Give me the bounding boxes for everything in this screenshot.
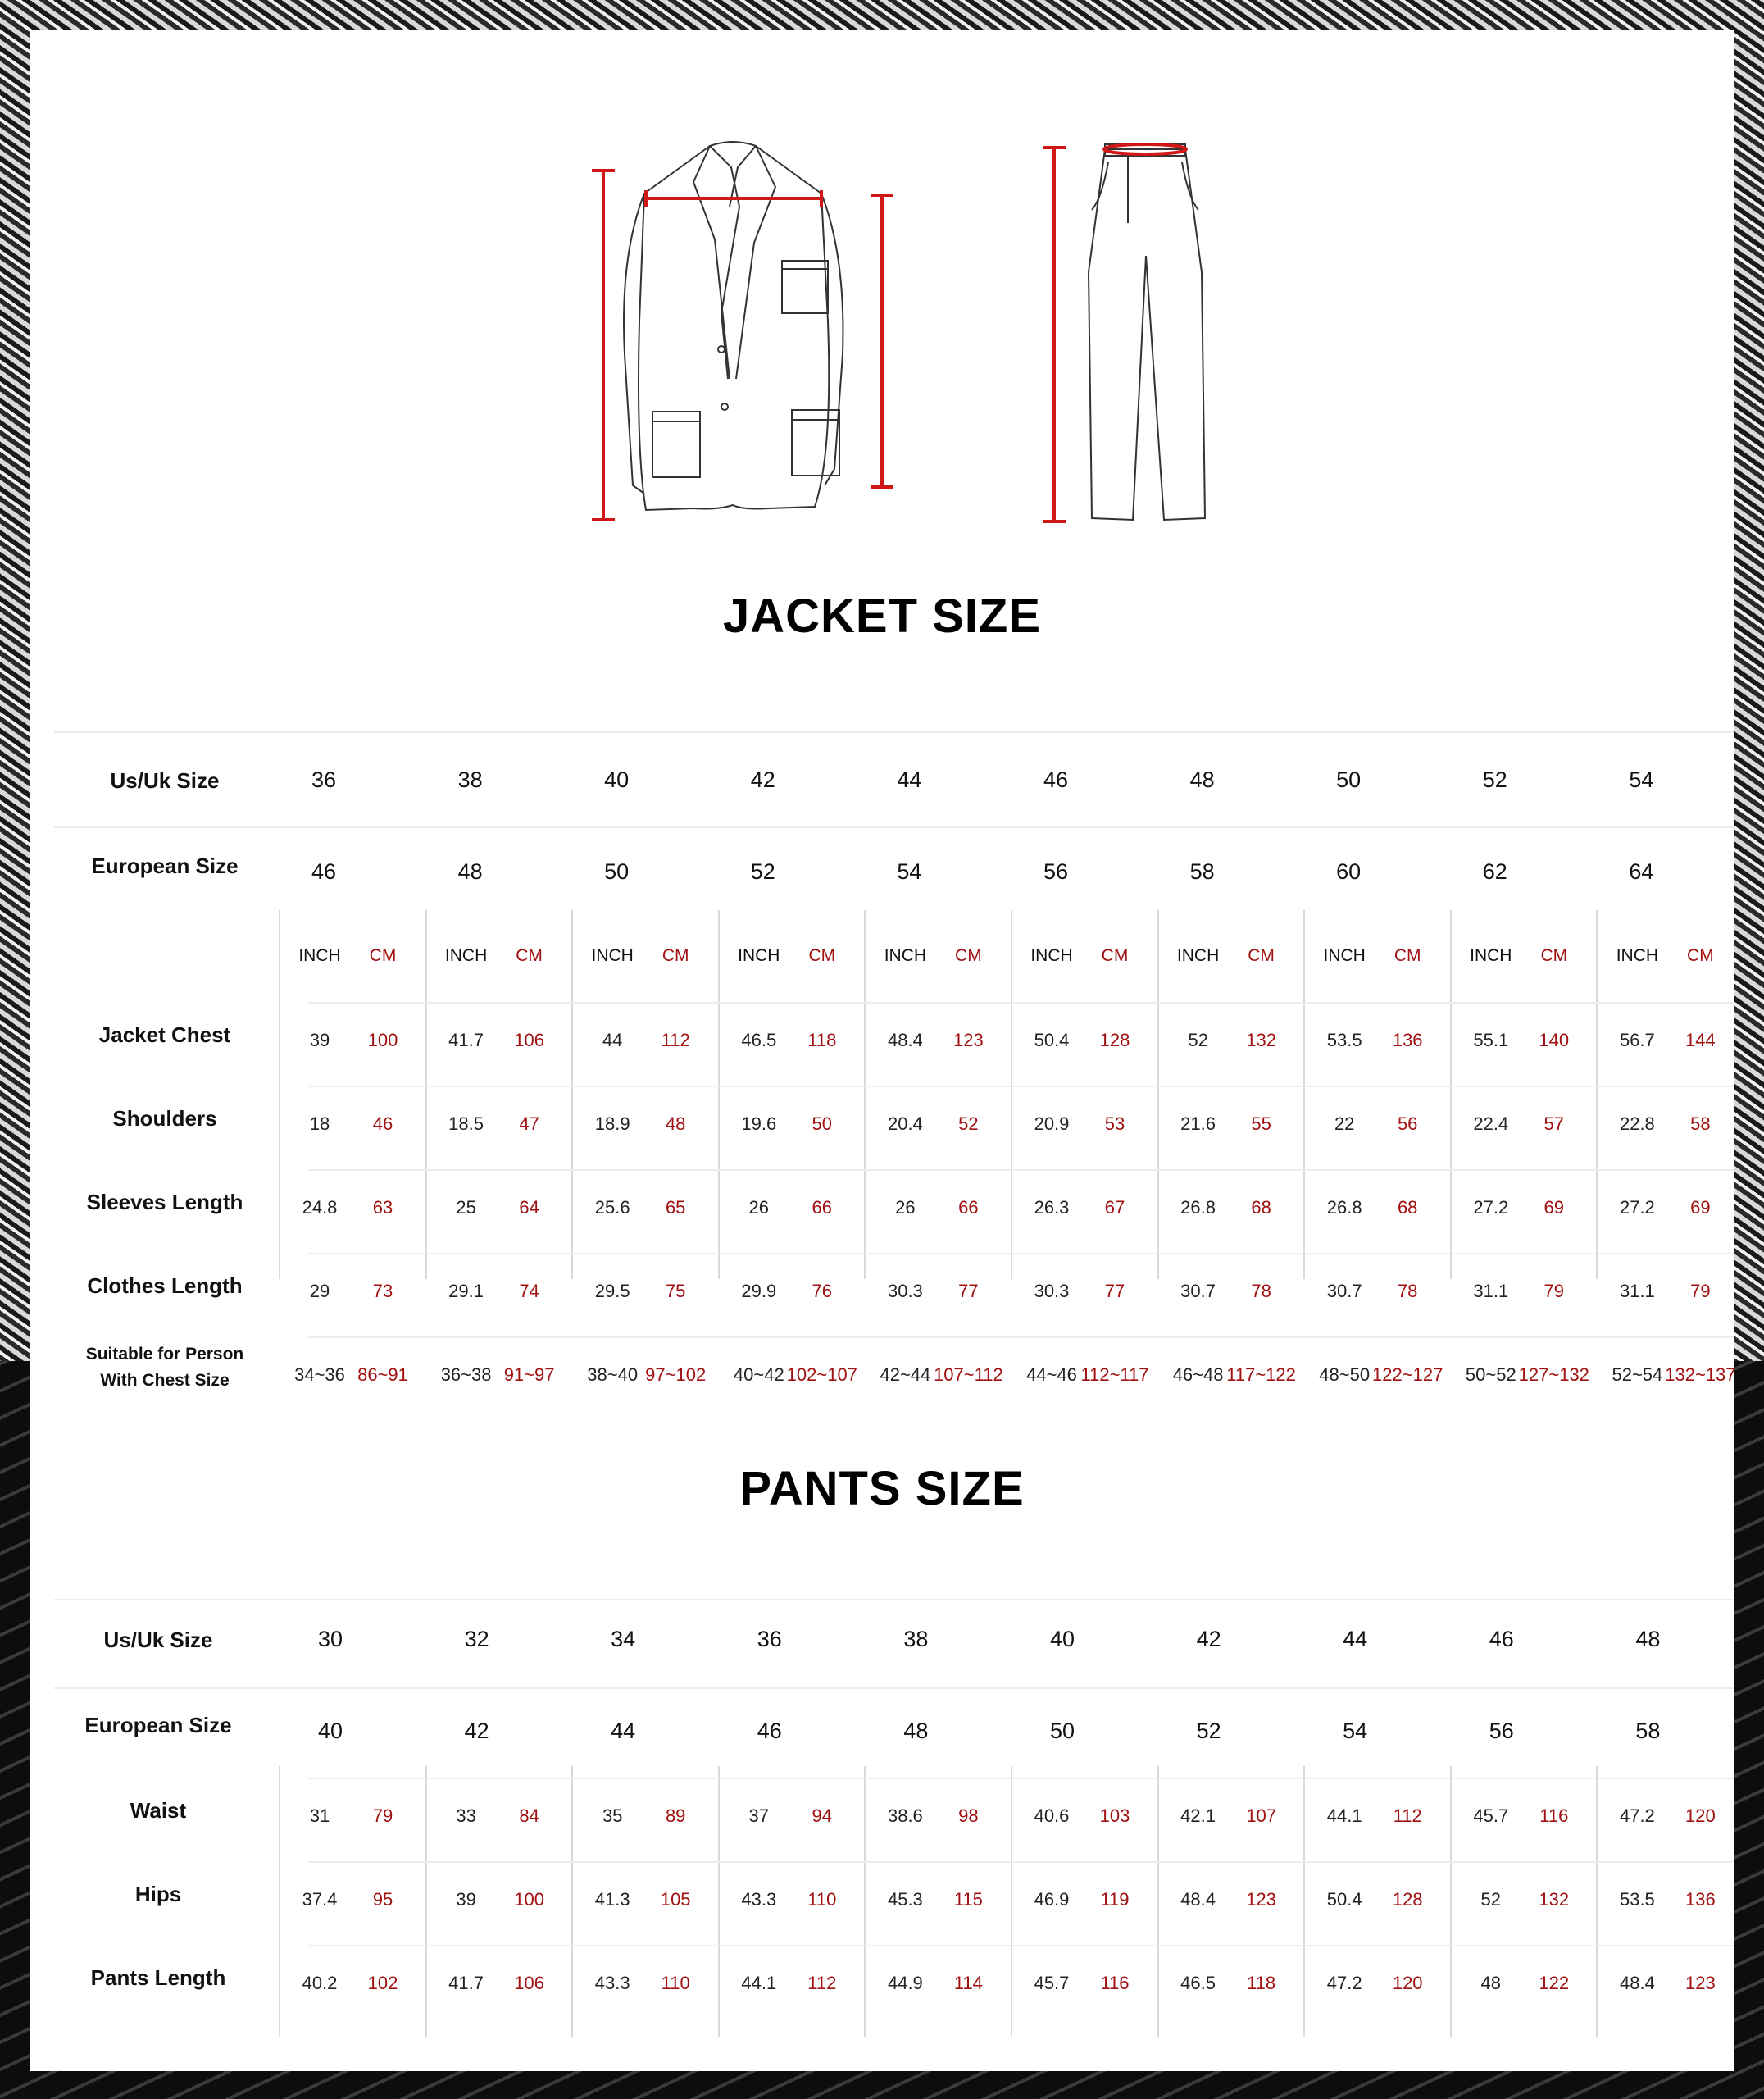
inch-value: 43.3 xyxy=(741,1889,777,1910)
column-divider xyxy=(864,1766,866,2037)
row-divider xyxy=(308,1336,1734,1338)
unit-cm-header: CM xyxy=(516,946,543,965)
unit-cm-header: CM xyxy=(1101,946,1129,965)
column-divider xyxy=(1303,910,1305,1279)
cm-value: 95 xyxy=(372,1889,393,1910)
cm-value: 73 xyxy=(372,1281,393,1301)
european-size-value: 56 xyxy=(1489,1719,1514,1743)
inch-value: 48~50 xyxy=(1319,1364,1371,1385)
row-label-line1: Suitable for Person xyxy=(85,1345,244,1364)
inch-value: 24.8 xyxy=(302,1197,338,1218)
unit-cm-header: CM xyxy=(1540,946,1568,965)
inch-value: 38.6 xyxy=(887,1805,923,1826)
european-size-value: 50 xyxy=(604,859,630,884)
inch-value: 55.1 xyxy=(1473,1030,1509,1050)
unit-inch-header: INCH xyxy=(1616,946,1659,965)
cm-value: 91~97 xyxy=(503,1364,555,1385)
unit-inch-header: INCH xyxy=(884,946,927,965)
unit-cm-header: CM xyxy=(369,946,397,965)
inch-value: 45.7 xyxy=(1034,1973,1070,1993)
size-chart-card xyxy=(30,30,1734,2071)
inch-value: 18.9 xyxy=(594,1113,630,1134)
table-divider xyxy=(54,1687,1734,1689)
cm-value: 102 xyxy=(367,1973,398,1993)
row-divider xyxy=(308,1086,1734,1087)
inch-value: 53.5 xyxy=(1326,1030,1362,1050)
cm-value: 114 xyxy=(953,1973,983,1993)
inch-value: 30.7 xyxy=(1180,1281,1216,1301)
inch-value: 22 xyxy=(1334,1113,1355,1134)
cm-value: 123 xyxy=(1685,1973,1716,1993)
cm-value: 123 xyxy=(953,1030,984,1050)
cm-value: 107 xyxy=(1246,1805,1276,1826)
cm-value: 128 xyxy=(1392,1889,1423,1910)
row-divider xyxy=(308,1861,1734,1863)
us-uk-size-value: 30 xyxy=(317,1627,343,1651)
cm-value: 118 xyxy=(807,1030,837,1050)
inch-value: 27.2 xyxy=(1473,1197,1509,1218)
column-divider xyxy=(425,1766,427,2037)
cm-value: 112~117 xyxy=(1080,1364,1149,1385)
european-size-value: 64 xyxy=(1629,859,1654,884)
us-uk-size-value: 40 xyxy=(604,767,630,792)
cm-value: 77 xyxy=(958,1281,979,1301)
garment-illustrations xyxy=(554,108,1292,551)
inch-value: 52~54 xyxy=(1612,1364,1663,1385)
us-uk-size-value: 50 xyxy=(1336,767,1362,792)
cm-value: 132 xyxy=(1246,1030,1276,1050)
us-uk-size-value: 38 xyxy=(457,767,483,792)
inch-value: 44.9 xyxy=(887,1973,923,1993)
column-divider xyxy=(1011,910,1012,1279)
cm-value: 120 xyxy=(1685,1805,1716,1826)
cm-value: 100 xyxy=(367,1030,398,1050)
inch-value: 50.4 xyxy=(1034,1030,1070,1050)
european-size-value: 60 xyxy=(1336,859,1362,884)
inch-value: 26.8 xyxy=(1326,1197,1362,1218)
inch-value: 25 xyxy=(456,1197,476,1218)
us-uk-size-value: 34 xyxy=(611,1627,636,1651)
inch-value: 48.4 xyxy=(1180,1889,1216,1910)
cm-value: 103 xyxy=(1099,1805,1130,1826)
cm-value: 79 xyxy=(372,1805,393,1826)
inch-value: 50.4 xyxy=(1326,1889,1362,1910)
cm-value: 86~91 xyxy=(357,1364,408,1385)
row-divider xyxy=(308,1945,1734,1946)
inch-value: 48.4 xyxy=(1619,1973,1655,1993)
cm-value: 63 xyxy=(372,1197,393,1218)
column-divider xyxy=(1303,1766,1305,2037)
inch-value: 27.2 xyxy=(1619,1197,1655,1218)
inch-value: 30.7 xyxy=(1326,1281,1362,1301)
cm-value: 122 xyxy=(1539,1973,1570,1993)
inch-value: 42.1 xyxy=(1180,1805,1216,1826)
inch-value: 18.5 xyxy=(448,1113,484,1134)
european-size-value: 58 xyxy=(1189,859,1215,884)
inch-value: 52 xyxy=(1188,1030,1208,1050)
cm-value: 55 xyxy=(1251,1113,1271,1134)
column-divider xyxy=(279,1766,280,2037)
inch-value: 29.9 xyxy=(741,1281,777,1301)
cm-value: 136 xyxy=(1685,1889,1716,1910)
us-uk-size-value: 48 xyxy=(1189,767,1215,792)
cm-value: 117~122 xyxy=(1226,1364,1296,1385)
cm-value: 74 xyxy=(519,1281,539,1301)
inch-value: 48.4 xyxy=(887,1030,923,1050)
cm-value: 65 xyxy=(665,1197,686,1218)
inch-value: 41.7 xyxy=(448,1030,484,1050)
row-label: Sleeves Length xyxy=(86,1190,243,1214)
inch-value: 44 xyxy=(602,1030,623,1050)
inch-value: 44.1 xyxy=(1326,1805,1362,1826)
inch-value: 26 xyxy=(895,1197,916,1218)
cm-value: 112 xyxy=(661,1030,690,1050)
inch-value: 26.3 xyxy=(1034,1197,1070,1218)
inch-value: 34~36 xyxy=(294,1364,345,1385)
european-size-value: 50 xyxy=(1049,1719,1075,1743)
cm-value: 116 xyxy=(1100,1973,1130,1993)
cm-value: 68 xyxy=(1397,1197,1418,1218)
inch-value: 47.2 xyxy=(1326,1973,1362,1993)
cm-value: 79 xyxy=(1544,1281,1565,1301)
us-uk-size-value: 54 xyxy=(1629,767,1654,792)
us-uk-size-value: 36 xyxy=(311,767,337,792)
cm-value: 110 xyxy=(661,1973,690,1993)
cm-value: 106 xyxy=(514,1030,544,1050)
us-uk-size-value: 32 xyxy=(464,1627,489,1651)
row-divider xyxy=(308,1169,1734,1171)
unit-cm-header: CM xyxy=(1248,946,1275,965)
cm-value: 66 xyxy=(958,1197,979,1218)
inch-value: 40.6 xyxy=(1034,1805,1070,1826)
inch-value: 46~48 xyxy=(1172,1364,1224,1385)
inch-value: 33 xyxy=(456,1805,476,1826)
cm-value: 118 xyxy=(1247,1973,1276,1993)
column-divider xyxy=(718,910,720,1279)
us-uk-size-value: 52 xyxy=(1482,767,1507,792)
inch-value: 42~44 xyxy=(880,1364,931,1385)
row-label: Hips xyxy=(134,1882,182,1906)
cm-value: 50 xyxy=(812,1113,833,1134)
jacket-size-title: JACKET SIZE xyxy=(722,590,1042,643)
cm-value: 123 xyxy=(1246,1889,1276,1910)
inch-value: 46.5 xyxy=(741,1030,777,1050)
cm-value: 112 xyxy=(807,1973,837,1993)
column-divider xyxy=(1157,910,1159,1279)
unit-inch-header: INCH xyxy=(1176,946,1220,965)
cm-value: 75 xyxy=(665,1281,686,1301)
column-divider xyxy=(1157,1766,1159,2037)
inch-value: 40~42 xyxy=(733,1364,784,1385)
inch-value: 20.4 xyxy=(887,1113,923,1134)
us-uk-size-value: 42 xyxy=(1196,1627,1221,1651)
cm-value: 140 xyxy=(1539,1030,1570,1050)
inch-value: 30.3 xyxy=(1034,1281,1070,1301)
us-uk-size-value: 46 xyxy=(1489,1627,1514,1651)
cm-value: 46 xyxy=(372,1113,393,1134)
column-divider xyxy=(571,910,573,1279)
column-divider xyxy=(1450,910,1452,1279)
cm-value: 112 xyxy=(1393,1805,1422,1826)
unit-inch-header: INCH xyxy=(738,946,780,965)
cm-value: 66 xyxy=(812,1197,833,1218)
inch-value: 37.4 xyxy=(302,1889,338,1910)
row-divider xyxy=(308,1002,1734,1004)
european-size-value: 62 xyxy=(1482,859,1507,884)
european-size-value: 56 xyxy=(1043,859,1069,884)
cm-value: 127~132 xyxy=(1518,1364,1589,1385)
inch-value: 56.7 xyxy=(1619,1030,1655,1050)
inch-value: 44~46 xyxy=(1026,1364,1077,1385)
cm-value: 100 xyxy=(514,1889,544,1910)
inch-value: 39 xyxy=(309,1030,330,1050)
column-divider xyxy=(425,910,427,1279)
us-uk-size-value: 38 xyxy=(903,1627,929,1651)
column-divider xyxy=(864,910,866,1279)
inch-value: 29.1 xyxy=(448,1281,484,1301)
cm-value: 107~112 xyxy=(934,1364,1003,1385)
pants-size-title: PANTS SIZE xyxy=(739,1462,1025,1515)
inch-value: 22.8 xyxy=(1619,1113,1655,1134)
table-divider xyxy=(54,826,1734,828)
european-size-value: 54 xyxy=(897,859,922,884)
unit-cm-header: CM xyxy=(1687,946,1714,965)
inch-value: 45.3 xyxy=(887,1889,923,1910)
us-uk-size-value: 44 xyxy=(897,767,922,792)
row-label: Shoulders xyxy=(112,1106,217,1131)
inch-value: 48 xyxy=(1480,1973,1502,1993)
european-size-label: European Size xyxy=(84,1713,232,1737)
cm-value: 78 xyxy=(1251,1281,1271,1301)
inch-value: 31 xyxy=(309,1805,330,1826)
cm-value: 79 xyxy=(1690,1281,1711,1301)
cm-value: 64 xyxy=(519,1197,539,1218)
cm-value: 58 xyxy=(1690,1113,1711,1134)
us-uk-size-value: 44 xyxy=(1343,1627,1368,1651)
pants-diagram xyxy=(1089,144,1205,520)
inch-value: 21.6 xyxy=(1180,1113,1216,1134)
inch-value: 31.1 xyxy=(1619,1281,1655,1301)
european-size-value: 46 xyxy=(311,859,337,884)
european-size-value: 52 xyxy=(1196,1719,1221,1743)
inch-value: 18 xyxy=(309,1113,330,1134)
cm-value: 115 xyxy=(953,1889,983,1910)
european-size-value: 52 xyxy=(750,859,775,884)
inch-value: 19.6 xyxy=(741,1113,777,1134)
cm-value: 67 xyxy=(1104,1197,1125,1218)
cm-value: 120 xyxy=(1392,1973,1423,1993)
column-divider xyxy=(1596,1766,1598,2037)
unit-inch-header: INCH xyxy=(444,946,488,965)
inch-value: 35 xyxy=(602,1805,623,1826)
cm-value: 69 xyxy=(1544,1197,1565,1218)
cm-value: 48 xyxy=(665,1113,686,1134)
inch-value: 20.9 xyxy=(1034,1113,1070,1134)
european-size-value: 58 xyxy=(1635,1719,1661,1743)
european-size-value: 42 xyxy=(464,1719,489,1743)
inch-value: 38~40 xyxy=(587,1364,639,1385)
cm-value: 144 xyxy=(1685,1030,1716,1050)
unit-inch-header: INCH xyxy=(591,946,634,965)
cm-value: 94 xyxy=(812,1805,833,1826)
column-divider xyxy=(279,910,280,1279)
cm-value: 136 xyxy=(1392,1030,1423,1050)
cm-value: 105 xyxy=(660,1889,691,1910)
inch-value: 31.1 xyxy=(1473,1281,1509,1301)
inch-value: 26.8 xyxy=(1180,1197,1216,1218)
column-divider xyxy=(1596,910,1598,1279)
table-divider xyxy=(54,1599,1734,1600)
cm-value: 97~102 xyxy=(645,1364,707,1385)
row-divider xyxy=(308,1253,1734,1254)
inch-value: 43.3 xyxy=(594,1973,630,1993)
inch-value: 53.5 xyxy=(1619,1889,1655,1910)
us-uk-size-value: 40 xyxy=(1049,1627,1075,1651)
unit-cm-header: CM xyxy=(955,946,982,965)
cm-value: 89 xyxy=(665,1805,686,1826)
european-size-value: 48 xyxy=(457,859,483,884)
cm-value: 78 xyxy=(1397,1281,1418,1301)
european-size-value: 40 xyxy=(317,1719,343,1743)
cm-value: 84 xyxy=(519,1805,539,1826)
us-uk-size-label: Us/Uk Size xyxy=(103,1628,213,1652)
row-label: Jacket Chest xyxy=(98,1022,231,1047)
cm-value: 110 xyxy=(807,1889,837,1910)
row-label-line2: With Chest Size xyxy=(100,1371,230,1390)
us-uk-size-value: 36 xyxy=(757,1627,782,1651)
cm-value: 106 xyxy=(514,1973,544,1993)
cm-value: 47 xyxy=(519,1113,539,1134)
unit-cm-header: CM xyxy=(662,946,689,965)
cm-value: 56 xyxy=(1397,1113,1418,1134)
cm-value: 98 xyxy=(958,1805,979,1826)
inch-value: 30.3 xyxy=(887,1281,923,1301)
us-uk-size-label: Us/Uk Size xyxy=(110,768,220,793)
inch-value: 40.2 xyxy=(302,1973,338,1993)
inch-value: 25.6 xyxy=(594,1197,630,1218)
unit-inch-header: INCH xyxy=(1470,946,1512,965)
cm-value: 132~137 xyxy=(1665,1364,1736,1385)
european-size-value: 46 xyxy=(757,1719,782,1743)
cm-value: 128 xyxy=(1099,1030,1130,1050)
cm-value: 132 xyxy=(1539,1889,1570,1910)
inch-value: 26 xyxy=(748,1197,770,1218)
row-divider xyxy=(308,1778,1734,1779)
inch-value: 41.3 xyxy=(594,1889,630,1910)
pants-measure-lines xyxy=(1043,144,1186,521)
row-label: Waist xyxy=(130,1798,187,1823)
inch-value: 29.5 xyxy=(594,1281,630,1301)
european-size-value: 44 xyxy=(611,1719,636,1743)
inch-value: 36~38 xyxy=(440,1364,492,1385)
cm-value: 119 xyxy=(1100,1889,1130,1910)
column-divider xyxy=(718,1766,720,2037)
us-uk-size-value: 42 xyxy=(750,767,775,792)
european-size-value: 54 xyxy=(1343,1719,1368,1743)
cm-value: 122~127 xyxy=(1372,1364,1443,1385)
cm-value: 116 xyxy=(1539,1805,1569,1826)
us-uk-size-value: 48 xyxy=(1635,1627,1661,1651)
inch-value: 41.7 xyxy=(448,1973,484,1993)
inch-value: 29 xyxy=(309,1281,330,1301)
unit-inch-header: INCH xyxy=(298,946,341,965)
inch-value: 44.1 xyxy=(741,1973,777,1993)
inch-value: 47.2 xyxy=(1619,1805,1655,1826)
row-label: Pants Length xyxy=(90,1965,226,1990)
cm-value: 52 xyxy=(958,1113,979,1134)
cm-value: 57 xyxy=(1544,1113,1565,1134)
cm-value: 69 xyxy=(1690,1197,1711,1218)
unit-inch-header: INCH xyxy=(1030,946,1073,965)
cm-value: 68 xyxy=(1251,1197,1271,1218)
inch-value: 46.5 xyxy=(1180,1973,1216,1993)
cm-value: 77 xyxy=(1104,1281,1125,1301)
cm-value: 76 xyxy=(812,1281,833,1301)
column-divider xyxy=(1450,1766,1452,2037)
inch-value: 22.4 xyxy=(1473,1113,1509,1134)
inch-value: 37 xyxy=(748,1805,770,1826)
inch-value: 39 xyxy=(456,1889,476,1910)
inch-value: 52 xyxy=(1480,1889,1502,1910)
inch-value: 50~52 xyxy=(1465,1364,1516,1385)
table-divider xyxy=(54,731,1734,733)
european-size-value: 48 xyxy=(903,1719,929,1743)
us-uk-size-value: 46 xyxy=(1043,767,1069,792)
jacket-measure-lines xyxy=(592,171,893,520)
unit-inch-header: INCH xyxy=(1323,946,1366,965)
column-divider xyxy=(1011,1766,1012,2037)
unit-cm-header: CM xyxy=(1393,946,1421,965)
cm-value: 102~107 xyxy=(786,1364,857,1385)
unit-cm-header: CM xyxy=(808,946,836,965)
inch-value: 46.9 xyxy=(1034,1889,1070,1910)
column-divider xyxy=(571,1766,573,2037)
cm-value: 53 xyxy=(1104,1113,1125,1134)
european-size-label: European Size xyxy=(91,854,239,878)
row-label: Clothes Length xyxy=(87,1273,243,1298)
inch-value: 45.7 xyxy=(1473,1805,1509,1826)
